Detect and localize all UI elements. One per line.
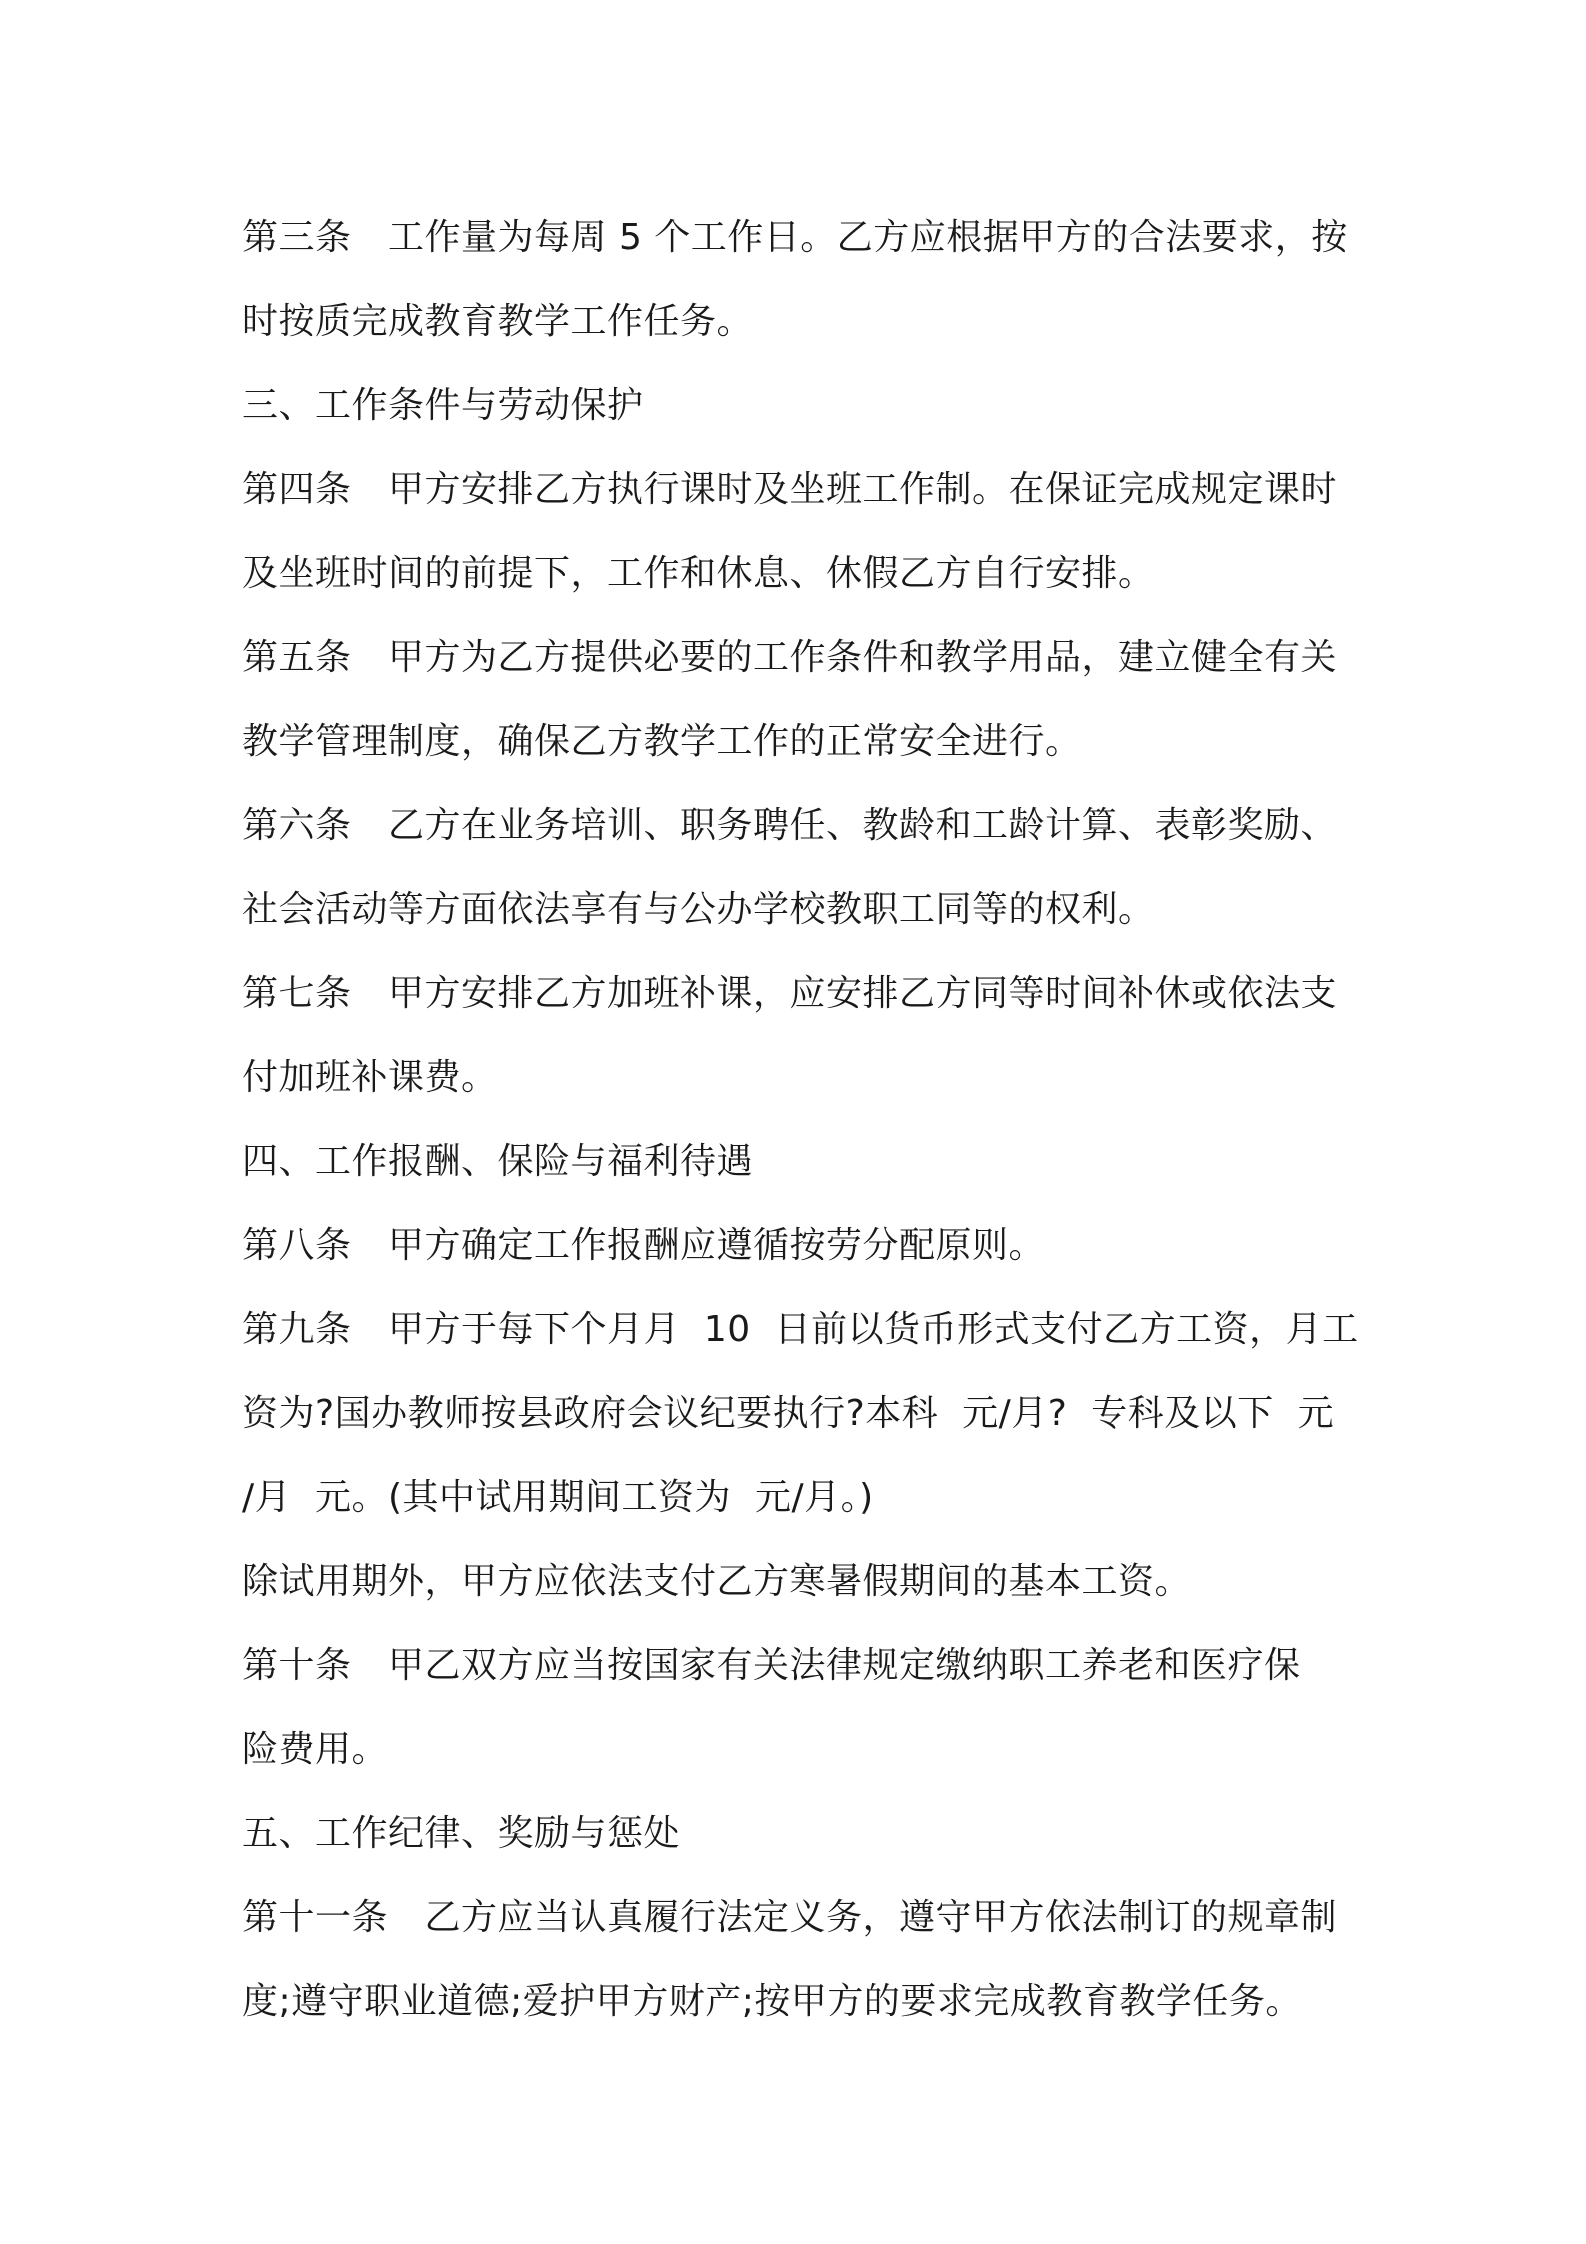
text-line: 社会活动等方面依法享有与公办学校教职工同等的权利。 xyxy=(242,889,1155,930)
text-line: 第七条 甲方安排乙方加班补课，应安排乙方同等时间补休或依法支 xyxy=(242,973,1338,1014)
text-line: 付加班补课费。 xyxy=(242,1057,498,1098)
text-line: 第四条 甲方安排乙方执行课时及坐班工作制。在保证完成规定课时 xyxy=(242,469,1338,510)
text-line: 第十条 甲乙双方应当按国家有关法律规定缴纳职工养老和医疗保 xyxy=(242,1645,1301,1686)
text-line: 险费用。 xyxy=(242,1729,389,1770)
section-heading: 五、工作纪律、奖励与惩处 xyxy=(242,1813,681,1854)
text-line: 除试用期外，甲方应依法支付乙方寒暑假期间的基本工资。 xyxy=(242,1561,1192,1602)
text-line: 度;遵守职业道德;爱护甲方财产;按甲方的要求完成教育教学任务。 xyxy=(242,1981,1302,2022)
text-line: 第三条 工作量为每周 5 个工作日。乙方应根据甲方的合法要求，按 xyxy=(242,217,1348,258)
text-line: /月 元。(其中试用期间工资为 元/月。) xyxy=(242,1477,874,1518)
text-line: 第九条 甲方于每下个月月 10 日前以货币形式支付乙方工资，月工 xyxy=(242,1309,1359,1350)
text-line: 教学管理制度，确保乙方教学工作的正常安全进行。 xyxy=(242,721,1082,762)
text-line: 第五条 甲方为乙方提供必要的工作条件和教学用品，建立健全有关 xyxy=(242,637,1338,678)
text-line: 及坐班时间的前提下，工作和休息、休假乙方自行安排。 xyxy=(242,553,1155,594)
text-line: 第十一条 乙方应当认真履行法定义务，遵守甲方依法制订的规章制 xyxy=(242,1897,1338,1938)
section-heading: 三、工作条件与劳动保护 xyxy=(242,385,644,426)
section-heading: 四、工作报酬、保险与福利待遇 xyxy=(242,1141,754,1182)
document-body xyxy=(242,196,1362,2044)
text-line: 资为?国办教师按县政府会议纪要执行?本科 元/月? 专科及以下 元 xyxy=(242,1393,1335,1434)
text-line: 第六条 乙方在业务培训、职务聘任、教龄和工龄计算、表彰奖励、 xyxy=(242,805,1338,846)
text-line: 时按质完成教育教学工作任务。 xyxy=(242,301,754,342)
text-line: 第八条 甲方确定工作报酬应遵循按劳分配原则。 xyxy=(242,1225,1046,1266)
